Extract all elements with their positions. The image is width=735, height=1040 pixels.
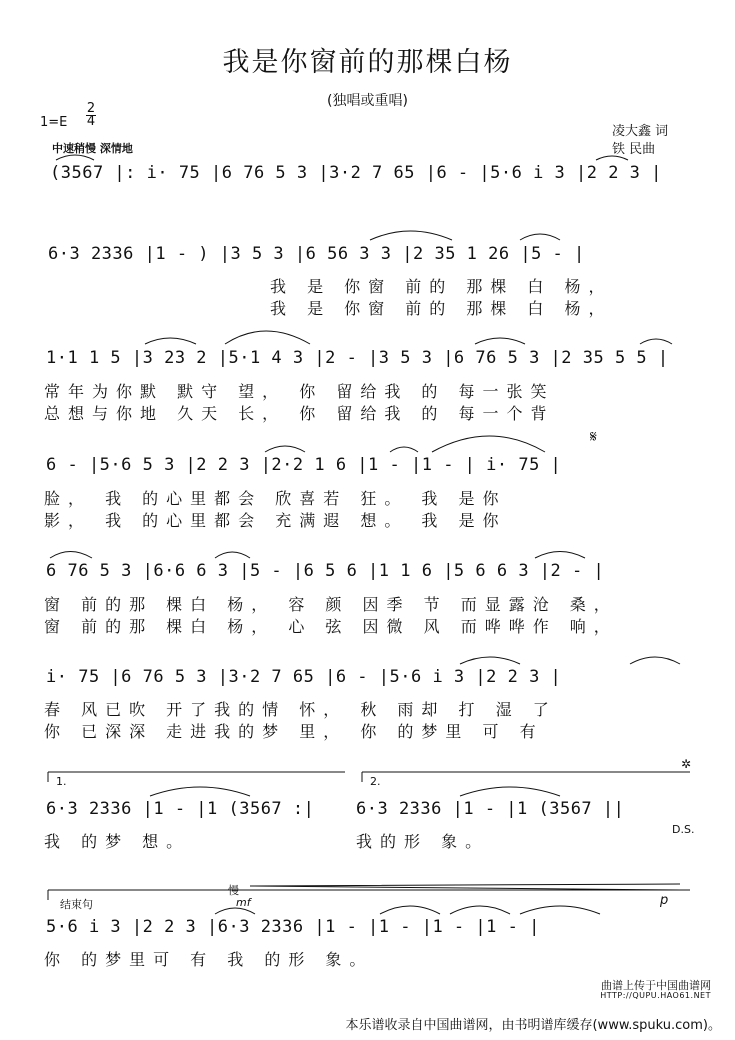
score-row-8-lyric-1: 你 的梦里可 有 我 的形 象。 <box>44 950 374 969</box>
score-row-7-ending-2-notes: 6·3 2336 |1 - |1 (3567 || <box>356 799 625 819</box>
score-row-3-lyric-1: 常年为你默 默守 望， 你 留给我 的 每一张笑 <box>44 382 555 401</box>
ending-1-label: 1. <box>56 775 67 788</box>
slur <box>145 338 196 344</box>
slur <box>460 787 560 796</box>
score-row-4-lyric-1: 脸， 我 的心里都会 欣喜若 狂。 我 是你 <box>44 489 507 508</box>
slur <box>150 787 250 796</box>
coda-bracket <box>48 890 690 900</box>
slur <box>432 436 545 452</box>
score-row-1-notes: (3567 |: i· 75 |6 76 5 3 |3·2 7 65 |6 - |5·6 i 3 |2 2 3 | <box>50 163 662 183</box>
score-row-2-notes: 6·3 2336 |1 - ) |3 5 3 |6 56 3 3 |2 35 1 26 |5 - | <box>48 244 585 264</box>
dynamic-p: p <box>660 893 669 908</box>
score-row-3-lyric-2: 总想与你地 久天 长， 你 留给我 的 每一个背 <box>44 404 555 423</box>
slur <box>225 331 310 344</box>
slur <box>50 552 92 559</box>
slur <box>640 339 672 344</box>
crescendo-hairpin <box>250 884 680 890</box>
watermark-title: 曲谱上传于中国曲谱网 <box>601 979 711 992</box>
score-row-5-notes: 6 76 5 3 |6·6 6 3 |5 - |6 5 6 |1 1 6 |5 6 6 3 |2 - | <box>46 561 605 581</box>
slur <box>370 231 452 240</box>
time-signature <box>86 103 96 128</box>
key-signature: 1=E <box>40 115 68 130</box>
score-row-2-lyric-2: 我 是 你窗 前的 那棵 白 杨， <box>270 299 613 318</box>
score-row-8-notes: 5·6 i 3 |2 2 3 |6·3 2336 |1 - |1 - |1 - |1 - | <box>46 917 540 937</box>
score-row-7-lyric-ending-1: 我 的梦 想。 <box>44 832 191 851</box>
tempo-marking: 中速稍慢 深情地 <box>52 142 133 155</box>
score-row-5-lyric-2: 窗 前的那 棵白 杨， 心 弦 因微 风 而哗哗作 响， <box>44 617 618 636</box>
slur <box>535 552 585 559</box>
coda-icon: ✲ <box>681 757 692 771</box>
dynamic-mf: mf <box>236 896 251 909</box>
slur <box>265 446 305 452</box>
score-row-7-lyric-ending-2: 我的形 象。 <box>356 832 490 851</box>
slur <box>475 338 525 344</box>
coda-label: 结束句 <box>60 898 93 911</box>
composer: 铁 民曲 <box>612 142 656 157</box>
score-row-7-ending-1-notes: 6·3 2336 |1 - |1 (3567 :| <box>46 799 315 819</box>
slur <box>215 552 250 558</box>
score-row-2-lyric-1: 我 是 你窗 前的 那棵 白 杨， <box>270 277 613 296</box>
score-row-6-lyric-1: 春 风已吹 开了我的情 怀， 秋 雨却 打 湿 了 <box>44 700 557 719</box>
dal-segno-marking: D.S. <box>672 823 695 836</box>
footer-note: 本乐谱收录自中国曲谱网，由书明谱库缓存(www.spuku.com)。 <box>345 1018 721 1033</box>
watermark-url: HTTP://QUPU.HAO61.NET <box>600 991 711 1000</box>
page-title: 我是你窗前的那棵白杨 <box>222 47 513 78</box>
score-row-5-lyric-1: 窗 前的那 棵白 杨， 容 颜 因季 节 而显露沧 桑， <box>44 595 618 614</box>
slur <box>520 234 560 240</box>
tempo-slow-marking: 慢 <box>228 884 239 897</box>
tie <box>520 906 600 914</box>
volta-bracket-1 <box>48 772 345 782</box>
slur <box>460 657 520 664</box>
score-row-6-notes: i· 75 |6 76 5 3 |3·2 7 65 |6 - |5·6 i 3 |2 2 3 | <box>46 667 562 687</box>
subtitle: (独唱或重唱) <box>327 93 408 109</box>
volta-bracket-2 <box>362 772 690 782</box>
time-bottom: 4 <box>86 114 96 129</box>
slur <box>630 657 680 664</box>
tie <box>450 906 510 914</box>
slur <box>390 447 418 452</box>
ending-2-label: 2. <box>370 775 381 788</box>
score-row-6-lyric-2: 你 已深深 走进我的梦 里， 你 的梦里 可 有 <box>44 722 544 741</box>
segno-icon: 𝄋 <box>590 427 597 446</box>
time-top: 2 <box>86 101 96 116</box>
score-row-3-notes: 1·1 1 5 |3 23 2 |5·1 4 3 |2 - |3 5 3 |6 76 5 3 |2 35 5 5 | <box>46 348 669 368</box>
lyricist: 凌大鑫 词 <box>612 124 669 139</box>
tie <box>380 906 440 914</box>
score-row-4-lyric-2: 影， 我 的心里都会 充满遐 想。 我 是你 <box>44 511 507 530</box>
score-row-4-notes: 6 - |5·6 5 3 |2 2 3 |2·2 1 6 |1 - |1 - | i· 75 | <box>46 455 562 475</box>
